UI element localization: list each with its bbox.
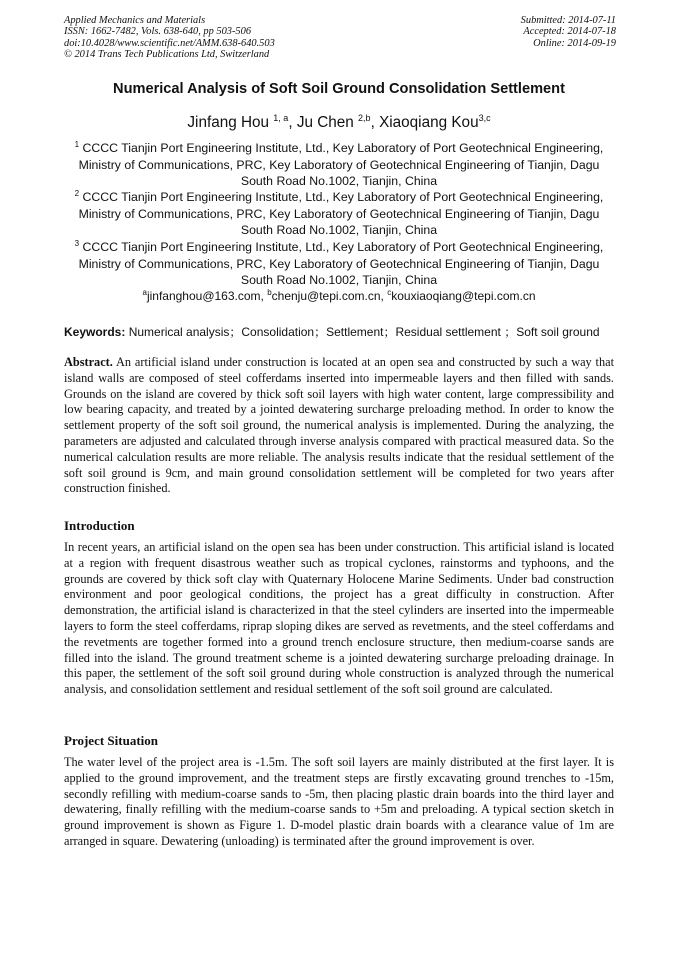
affiliation-3 [60,236,618,289]
author-separator: , [288,114,297,132]
author-name: Ju Chen [296,114,354,132]
abstract [64,355,614,497]
introduction-heading: Introduction [64,518,135,533]
affiliation-line: Ministry of Communications, PRC, Key Laboratory of Geotechnical Engineering of Tianjin, Dagu [78,256,600,271]
abstract-label: Abstract. [64,355,113,369]
abstract-text: An artificial island under construction is located at an open sea and constructed by such a way that island walls are composed of steel cofferdams inserted into impermeable layers and then filled with sands. Grounds on the island are covered by thick soft soil layers with high water content, large compressibility and low bearing capacity, and treated by a jointed dewatering surcharge preloading method. In order to know the settlement property of the soft soil ground, the numerical analysis is implemented. During the analyzing, the parameters are adjusted and calculated through inverse analysis compared with practical measured data. So the numerical calculation results are more reliable. The analysis results indicate that the residual settlement of the soft soil ground is 9cm, and main ground consolidation settlement will be completed for two years after construction finished. [64,355,614,496]
email-mark: c [387,288,392,297]
journal-name: Applied Mechanics and Materials [64,15,206,26]
author-affiliation-mark: 1, a [273,113,289,123]
paper-title: Numerical Analysis of Soft Soil Ground Consolidation Settlement [113,81,565,97]
doi: doi:10.4028/www.scientific.net/AMM.638-640.503 [64,37,275,49]
introduction-text: In recent years, an artificial island on the open sea has been under construction. This artificial island is located at a region with frequent disastrous weather such as tropical cyclones, rainstorms and typhoons, and the grounds are covered by thick soft clay with Quaternary Holocene Marine Sediments. Under bad construction environment and poor geological conditions, the project has a great difficulty in construction. After demonstration, the artificial island is characterized in that the steel cylinders are inserted into the impermeable layers to form the steel cofferdams, riprap sloping dikes are served as revetments, and the steel cofferdams and the revetments are together formed into a ground trench enclosure structure, then medium-coarse sands are filled into the island. The ground treatment scheme is a jointed dewatering surcharge preloading drainage. In this paper, the settlement of the soft soil ground during whole construction is analyzed through the numerical analysis, and consolidation settlement and residual settlement of the soft soil ground are calculated. [64,540,614,697]
affiliation-number: 3 [74,239,80,248]
affiliation-2 [60,186,618,239]
keywords-label: Keywords: [64,325,126,339]
author-affiliation-mark: 3,c [478,113,491,123]
author-separator: , [370,114,380,132]
issn: ISSN: 1662-7482, Vols. 638-640, pp 503-506 [64,26,252,38]
affiliation-number: 2 [74,189,80,198]
copyright: © 2014 Trans Tech Publications Ltd, Switzerland [64,48,270,60]
affiliation-1 [60,137,618,190]
email-mark: b [267,288,272,297]
author-name: Jinfang Hou [187,114,270,132]
affiliation-line: South Road No.1002, Tianjin, China [240,223,438,238]
affiliation-line: South Road No.1002, Tianjin, China [240,273,438,288]
author-affiliation-mark: 2,b [358,113,371,123]
project-situation-text: The water level of the project area is -1.5m. The soft soil layers are mainly distributed at the first layer. It is applied to the ground improvement, and the treatment steps are firstly excavating ground trenches to -15m, secondly refilling with medium-coarse sands to -5m, then placing plastic drain boards into the third layer and dewatering, finally refilling with the medium-coarse sands to +5m and preloading. A typical section sketch in ground improvement is shown as Figure 1. D-model plastic drain boards with a clearance value of 1m are arranged in square. Dewatering (unloading) is terminated after the ground improvement is over. [64,755,614,848]
accepted-date: Accepted: 2014-07-18 [523,26,616,38]
affiliation-line: Ministry of Communications, PRC, Key Laboratory of Geotechnical Engineering of Tianjin, Dagu [78,157,600,172]
publication-dates [521,15,616,49]
affiliation-line: CCCC Tianjin Port Engineering Institute, Ltd., Key Laboratory of Port Geotechnical Engineering, [82,190,604,205]
project-situation-heading: Project Situation [64,733,158,748]
email-mark: a [142,288,147,297]
affiliation-line: South Road No.1002, Tianjin, China [240,174,438,189]
email-address: jinfanghou@163.com, [146,289,268,303]
online-date: Online: 2014-09-19 [533,37,616,49]
affiliation-number: 1 [74,140,80,149]
submitted-date: Submitted: 2014-07-11 [520,15,616,26]
keywords-text: Numerical analysis；Consolidation；Settlement；Residual settlement ；Soft soil ground [125,325,600,339]
author-emails [0,288,678,303]
author-name: Xiaoqiang Kou [379,114,479,132]
affiliation-line: CCCC Tianjin Port Engineering Institute, Ltd., Key Laboratory of Port Geotechnical Engineering, [82,141,604,156]
author-list [0,113,678,132]
affiliation-line: Ministry of Communications, PRC, Key Laboratory of Geotechnical Engineering of Tianjin, Dagu [78,206,600,221]
keywords [64,323,624,340]
email-address: chenju@tepi.com.cn, [271,289,388,303]
affiliation-line: CCCC Tianjin Port Engineering Institute, Ltd., Key Laboratory of Port Geotechnical Engineering, [82,240,604,255]
email-address: kouxiaoqiang@tepi.com.cn [391,289,536,303]
journal-info [64,15,275,60]
